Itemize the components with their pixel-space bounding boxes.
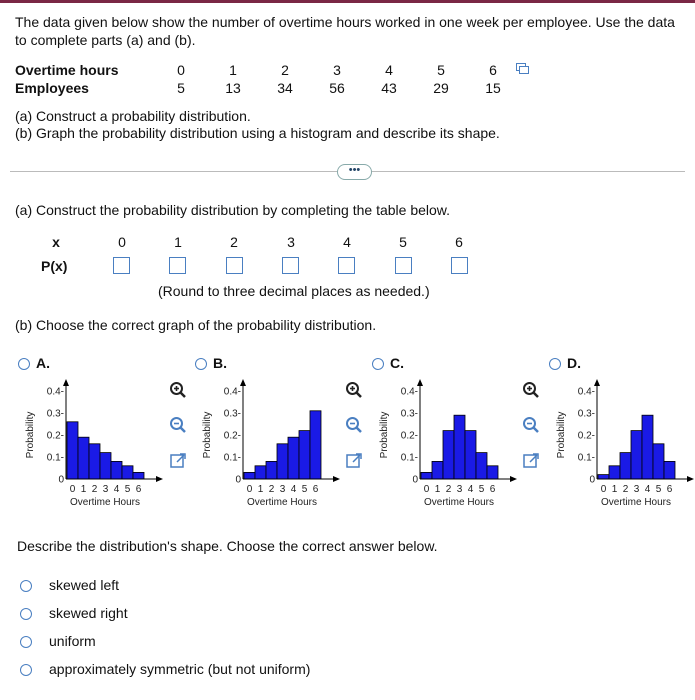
y-axis-arrow [240, 379, 246, 386]
y-tick-label: 0.3- [577, 408, 595, 420]
hours-cell: 0 [177, 62, 185, 78]
histogram-bar [443, 431, 454, 479]
histogram-bar [255, 466, 266, 479]
option-b-radio[interactable] [195, 358, 207, 370]
histogram-bar [454, 415, 465, 479]
x-tick-label: 3 [279, 484, 286, 495]
histogram-bar [78, 437, 89, 479]
copy-data-icon[interactable] [516, 63, 530, 75]
top-accent-bar [0, 0, 695, 3]
employees-cell: 34 [277, 80, 293, 96]
histogram-a [25, 378, 185, 513]
px-input-2[interactable] [226, 257, 243, 274]
expand-icon[interactable] [522, 452, 540, 470]
x-axis-arrow [156, 476, 163, 482]
y-tick-label: 0 [412, 474, 418, 486]
hours-row-label: Overtime hours [15, 62, 119, 78]
hours-cell: 4 [385, 62, 393, 78]
y-tick-label: 0.2- [46, 430, 64, 442]
x-tick-label: 5 [301, 484, 308, 495]
x-value: 2 [230, 234, 238, 250]
employees-cell: 5 [177, 80, 185, 96]
x-label: x [52, 234, 60, 250]
part-b-heading: (b) Choose the correct graph of the probability distribution. [15, 317, 377, 333]
histogram-bar [432, 461, 443, 479]
zoom-out-icon[interactable] [169, 416, 187, 434]
x-tick-label: 4 [467, 484, 474, 495]
x-tick-label: 6 [312, 484, 319, 495]
x-axis-label: Overtime Hours [69, 497, 141, 508]
histogram-bar [89, 444, 100, 479]
histogram-bar [476, 453, 487, 479]
x-tick-label: 2 [91, 484, 98, 495]
answer-symmetric: approximately symmetric (but not uniform) [49, 661, 311, 677]
expand-icon[interactable] [169, 452, 187, 470]
histogram-c [379, 378, 539, 513]
x-tick-label: 0 [246, 484, 253, 495]
hours-cell: 1 [229, 62, 237, 78]
x-value: 4 [343, 234, 351, 250]
x-axis-label: Overtime Hours [246, 497, 318, 508]
more-button[interactable]: ••• [337, 164, 372, 180]
histogram-bar [653, 444, 664, 479]
y-tick-label: 0.3- [400, 408, 418, 420]
answer-skewed-left: skewed left [49, 577, 120, 593]
y-tick-label: 0.2- [400, 430, 418, 442]
y-tick-label: 0.1- [400, 452, 418, 464]
answer-skewed-left-radio[interactable] [20, 580, 32, 592]
histogram-bar [620, 453, 631, 479]
part-a-question: (a) Construct a probability distribution. [15, 108, 251, 124]
histogram-bar [299, 431, 310, 479]
option-b-label: B. [213, 355, 227, 371]
y-tick-label: 0.3- [46, 408, 64, 420]
histogram-bar [465, 431, 476, 479]
x-tick-label: 5 [124, 484, 131, 495]
y-tick-label: 0.2- [223, 430, 241, 442]
y-tick-label: 0.1- [46, 452, 64, 464]
y-tick-label: 0.1- [223, 452, 241, 464]
histogram-bar [288, 437, 299, 479]
histogram-bar [111, 461, 122, 479]
px-label: P(x) [41, 258, 68, 274]
x-value: 3 [287, 234, 295, 250]
option-c-radio[interactable] [372, 358, 384, 370]
describe-prompt: Describe the distribution's shape. Choose the correct answer below. [17, 538, 438, 554]
y-tick-label: 0.4- [223, 386, 241, 398]
x-tick-label: 1 [611, 484, 618, 495]
x-tick-label: 4 [290, 484, 297, 495]
x-tick-label: 4 [644, 484, 651, 495]
x-tick-label: 0 [600, 484, 607, 495]
part-a-heading: (a) Construct the probability distribution by completing the table below. [15, 202, 451, 218]
employees-cell: 29 [433, 80, 449, 96]
x-axis-arrow [333, 476, 340, 482]
histogram-bar [598, 475, 609, 479]
px-input-3[interactable] [282, 257, 299, 274]
hours-cell: 5 [437, 62, 445, 78]
option-c-label: C. [390, 355, 404, 371]
questions [15, 108, 500, 142]
zoom-out-icon[interactable] [522, 416, 540, 434]
option-a-radio[interactable] [18, 358, 30, 370]
x-tick-label: 2 [445, 484, 452, 495]
x-tick-label: 3 [456, 484, 463, 495]
px-input-5[interactable] [395, 257, 412, 274]
x-tick-label: 5 [478, 484, 485, 495]
x-tick-label: 6 [666, 484, 673, 495]
y-tick-label: 0.4- [577, 386, 595, 398]
histogram-bar [133, 472, 144, 479]
employees-cell: 43 [381, 80, 397, 96]
histogram-bar [310, 411, 321, 479]
x-tick-label: 3 [633, 484, 640, 495]
y-tick-label: 0.2- [577, 430, 595, 442]
histogram-bar [664, 461, 675, 479]
y-tick-label: 0.4- [400, 386, 418, 398]
answer-skewed-right: skewed right [49, 605, 128, 621]
y-tick-label: 0 [58, 474, 64, 486]
y-axis-label: Probability [202, 411, 213, 459]
x-tick-label: 0 [69, 484, 76, 495]
x-tick-label: 0 [423, 484, 430, 495]
option-d-label: D. [567, 355, 581, 371]
x-tick-label: 2 [268, 484, 275, 495]
answer-symmetric-radio[interactable] [20, 664, 32, 676]
employees-cell: 13 [225, 80, 241, 96]
y-axis-arrow [417, 379, 423, 386]
histogram-bar [631, 431, 642, 479]
x-value: 6 [455, 234, 463, 250]
employees-cell: 56 [329, 80, 345, 96]
histogram-bar [642, 415, 653, 479]
x-tick-label: 2 [622, 484, 629, 495]
part-b-question: (b) Graph the probability distribution using a histogram and describe its shape. [15, 125, 500, 141]
histogram-bar [122, 466, 133, 479]
hours-cell: 6 [489, 62, 497, 78]
x-value: 0 [118, 234, 126, 250]
x-tick-label: 6 [489, 484, 496, 495]
histogram-bar [266, 461, 277, 479]
y-tick-label: 0 [589, 474, 595, 486]
option-a-label: A. [36, 355, 50, 371]
hours-cell: 2 [281, 62, 289, 78]
zoom-in-icon[interactable] [345, 381, 363, 399]
problem-intro: The data given below show the number of overtime hours worked in one week per employee. Use the data to complete parts (a) and (b). [15, 14, 675, 48]
x-tick-label: 3 [102, 484, 109, 495]
x-tick-label: 6 [135, 484, 142, 495]
x-row [0, 234, 695, 254]
histogram-d [556, 378, 695, 513]
zoom-out-icon[interactable] [345, 416, 363, 434]
histogram-b [202, 378, 362, 513]
x-tick-label: 1 [257, 484, 264, 495]
employees-cell: 15 [485, 80, 501, 96]
y-tick-label: 0.4- [46, 386, 64, 398]
option-d-radio[interactable] [549, 358, 561, 370]
x-axis-label: Overtime Hours [423, 497, 495, 508]
employees-row-label: Employees [15, 80, 89, 96]
round-note: (Round to three decimal places as needed.) [158, 283, 430, 299]
histogram-bar [609, 466, 620, 479]
answer-skewed-right-radio[interactable] [20, 608, 32, 620]
x-value: 5 [399, 234, 407, 250]
y-axis-label: Probability [379, 411, 390, 459]
hours-cell: 3 [333, 62, 341, 78]
x-tick-label: 5 [655, 484, 662, 495]
px-input-1[interactable] [169, 257, 186, 274]
y-axis-arrow [594, 379, 600, 386]
px-input-0[interactable] [113, 257, 130, 274]
y-tick-label: 0 [235, 474, 241, 486]
y-tick-label: 0.3- [223, 408, 241, 420]
y-axis-label: Probability [25, 411, 36, 459]
x-axis-label: Overtime Hours [600, 497, 672, 508]
x-tick-label: 4 [113, 484, 120, 495]
y-axis-arrow [63, 379, 69, 386]
histogram-bar [100, 453, 111, 479]
zoom-in-icon[interactable] [169, 381, 187, 399]
x-tick-label: 1 [80, 484, 87, 495]
answer-uniform: uniform [49, 633, 96, 649]
y-tick-label: 0.1- [577, 452, 595, 464]
x-axis-arrow [510, 476, 517, 482]
px-input-6[interactable] [451, 257, 468, 274]
answer-uniform-radio[interactable] [20, 636, 32, 648]
x-value: 1 [174, 234, 182, 250]
x-tick-label: 1 [434, 484, 441, 495]
px-input-4[interactable] [338, 257, 355, 274]
data-table [15, 61, 519, 97]
y-axis-label: Probability [556, 411, 567, 459]
histogram-bar [277, 444, 288, 479]
histogram-bar [487, 466, 498, 479]
x-axis-arrow [687, 476, 694, 482]
expand-icon[interactable] [345, 452, 363, 470]
zoom-in-icon[interactable] [522, 381, 540, 399]
histogram-bar [421, 472, 432, 479]
histogram-bar [67, 422, 78, 479]
histogram-bar [244, 472, 255, 479]
